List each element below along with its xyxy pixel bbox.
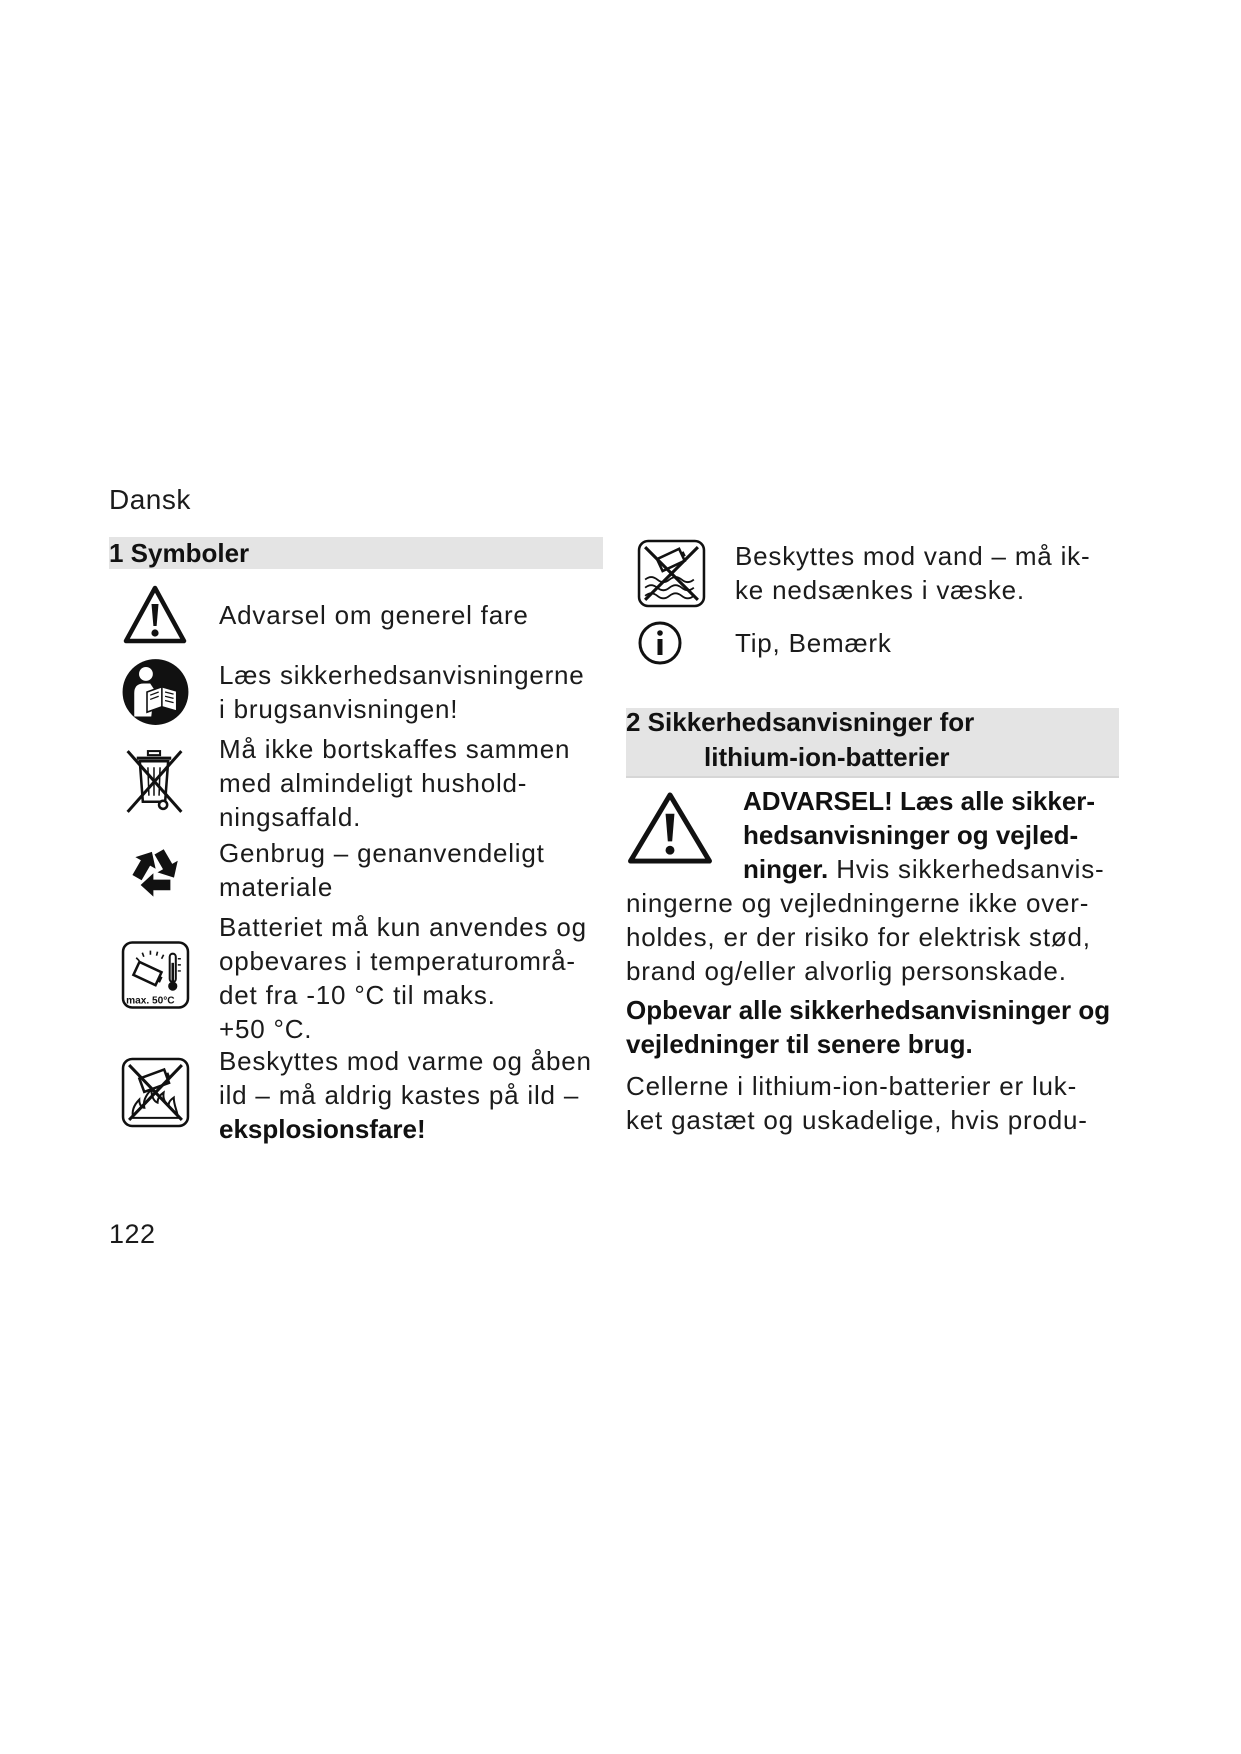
symbol-text-line: Beskyttes mod varme og åben xyxy=(219,1046,592,1076)
symbol-text-line: Læs sikkerhedsanvisningerne xyxy=(219,660,585,690)
arrow-shape xyxy=(141,873,171,896)
recycling-icon xyxy=(121,835,190,903)
battery-cells-paragraph xyxy=(626,1069,1088,1137)
thermometer-bulb xyxy=(168,982,177,991)
keep-instructions-line: vejledninger til senere brug. xyxy=(626,1029,973,1059)
info-graphic xyxy=(637,620,683,666)
language-label: Dansk xyxy=(109,484,191,515)
section-2-heading-bar xyxy=(626,708,1119,778)
warning-text-line: brand og/eller alvorlig personskade. xyxy=(626,956,1067,986)
symbol-text-line: med almindeligt hushold- xyxy=(219,768,528,798)
symbol-description xyxy=(219,598,529,632)
exclamation-dot xyxy=(666,846,675,855)
symbol-description xyxy=(219,732,570,834)
recycling-graphic xyxy=(121,835,190,903)
symbol-text-line: det fra -10 °C til maks. xyxy=(219,980,496,1010)
symbol-description xyxy=(735,626,892,660)
symbol-description xyxy=(735,539,1090,607)
warning-bold-line: ninger. xyxy=(743,854,829,884)
recycle-arrow-bottom xyxy=(141,873,171,896)
symbol-description xyxy=(219,836,545,904)
info-icon xyxy=(637,620,683,666)
crossed-out-wheelie-bin-icon xyxy=(122,745,188,818)
warning-bold-line: hedsanvisninger og vejled- xyxy=(743,820,1079,850)
symbol-text-line: Beskyttes mod vand – må ik- xyxy=(735,541,1091,571)
cells-text-line: ket gastæt og uskadelige, hvis produ- xyxy=(626,1105,1088,1135)
warning-mixed-line xyxy=(743,852,1104,886)
symbol-text-line: i brugsanvisningen! xyxy=(219,694,459,724)
read-instructions-graphic xyxy=(121,658,190,726)
bin-handle xyxy=(148,751,160,755)
warning-text-line: holdes, er der risiko for elektrisk stød, xyxy=(626,922,1091,952)
bin-wheel xyxy=(159,801,167,809)
info-dot xyxy=(657,630,663,636)
symbol-text-line: ild – må aldrig kastes på ild – xyxy=(219,1080,580,1110)
section-1-heading: 1 Symboler xyxy=(109,538,250,568)
warning-triangle-icon xyxy=(626,790,714,867)
general-warning-icon xyxy=(122,583,188,647)
battery-shape xyxy=(657,548,687,572)
symbol-text-line: +50 °C. xyxy=(219,1014,313,1044)
symbol-text-line: materiale xyxy=(219,872,334,902)
person-head xyxy=(139,667,153,681)
symbol-text-line: opbevares i temperaturområ- xyxy=(219,946,576,976)
battery-body xyxy=(133,962,161,985)
keep-instructions-line: Opbevar alle sikkerhedsanvisninger og xyxy=(626,995,1111,1025)
warning-bold-line: ADVARSEL! Læs alle sikker- xyxy=(743,786,1096,816)
battery-body xyxy=(657,549,685,571)
safety-warning-continuation xyxy=(626,886,1091,988)
no-fire-icon xyxy=(121,1057,190,1128)
cells-text-line: Cellerne i lithium-ion-batterier er luk- xyxy=(626,1071,1078,1101)
symbol-text-line: ke nedsænkes i væske. xyxy=(735,575,1025,605)
warning-triangle-graphic xyxy=(626,790,714,867)
page-number: 122 xyxy=(109,1219,156,1249)
symbol-text-line: Advarsel om generel fare xyxy=(219,600,529,630)
explosion-hazard-text: eksplosionsfare! xyxy=(219,1114,426,1144)
symbol-text-line: ningsaffald. xyxy=(219,802,362,832)
warning-text-line: Hvis sikkerhedsanvis- xyxy=(836,854,1105,884)
general-warning-graphic xyxy=(122,583,188,647)
exclamation-dot xyxy=(151,629,158,636)
symbol-text-line: Genbrug – genanvendeligt xyxy=(219,838,545,868)
section-2-heading-line: lithium-ion-batterier xyxy=(704,742,950,772)
heat-rays xyxy=(136,951,163,961)
crossed-out-bin-graphic xyxy=(122,745,188,818)
arrow-shape xyxy=(127,846,162,883)
no-water-graphic xyxy=(637,539,706,608)
safety-warning-block xyxy=(743,784,1104,886)
recycle-arrow-left xyxy=(127,846,162,883)
no-fire-graphic xyxy=(121,1057,190,1128)
temperature-range-graphic xyxy=(121,940,190,1010)
temperature-limit-label: max. 50°C xyxy=(126,995,175,1007)
symbol-text-line: Tip, Bemærk xyxy=(735,628,892,658)
info-stem xyxy=(658,639,663,655)
symbol-description xyxy=(219,1044,592,1146)
no-water-icon xyxy=(637,539,706,608)
symbol-text-line: Må ikke bortskaffes sammen xyxy=(219,734,571,764)
exclamation-stroke xyxy=(152,604,159,626)
battery-shape xyxy=(133,962,164,986)
thermometer-ticks xyxy=(178,959,181,971)
temperature-range-icon xyxy=(121,940,190,1010)
read-instructions-icon xyxy=(121,658,190,726)
symbol-text-line: Batteriet må kun anvendes og xyxy=(219,912,587,942)
warning-text-line: ningerne og vejledningerne ikke over- xyxy=(626,888,1090,918)
symbol-description xyxy=(219,658,585,726)
symbol-description xyxy=(219,910,587,1046)
keep-instructions-block xyxy=(626,993,1110,1061)
section-1-heading-bar xyxy=(109,537,603,569)
exclamation-stroke xyxy=(666,814,675,842)
section-2-heading-line: 2 Sikkerhedsanvisninger for xyxy=(626,707,975,737)
